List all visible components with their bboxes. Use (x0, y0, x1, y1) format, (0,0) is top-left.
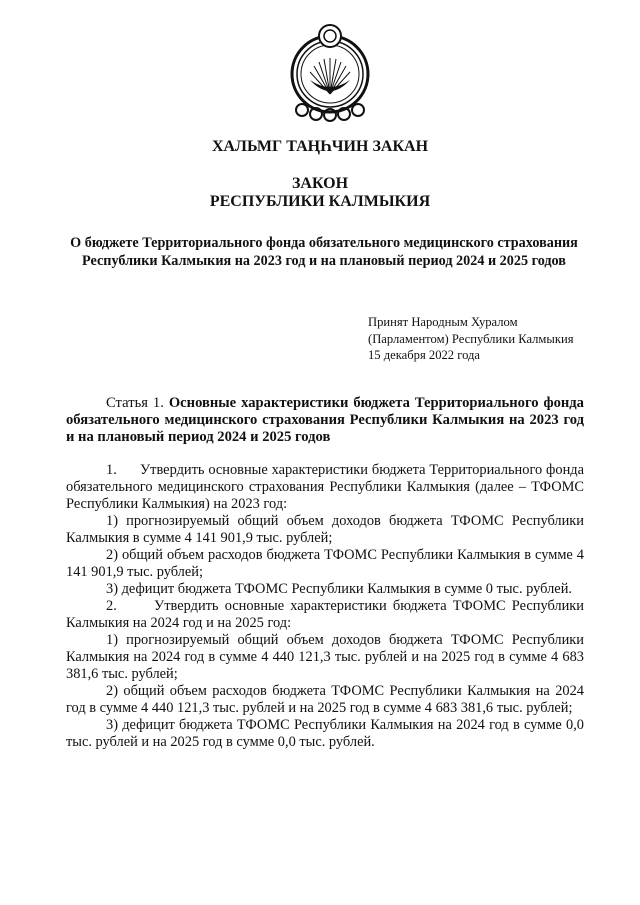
adoption-date: 15 декабря 2022 года (368, 348, 481, 362)
law-label: ЗАКОН (291, 175, 349, 192)
paragraph: 2. Утвердить основные характеристики бюджета ТФОМС Республики Калмыкия на 2024 год и на 2025 год: (66, 598, 584, 631)
adoption-line: (Парламентом) Республики Калмыкия (368, 331, 574, 346)
law-subject: О бюджете Территориального фонда обязательного медицинского страхования Республики Калмыкия на 2023 год и на плановый период 2024 и 2025 годов (70, 235, 578, 269)
paragraph: 2) общий объем расходов бюджета ТФОМС Республики Калмыкия в сумме 4 141 901,9 тыс. рублей; (66, 547, 584, 580)
paragraph: 2) общий объем расходов бюджета ТФОМС Республики Калмыкия на 2024 год в сумме 4 440 121,3 тыс. рублей и на 2025 год в сумме 4 683 381,6 тыс. рублей; (66, 683, 584, 716)
article-title: Основные характеристики бюджета Территориального фонда обязательного медицинского страхования Республики Калмыкия на 2023 год и на плановый период 2024 и 2025 годов (66, 395, 584, 445)
paragraph: 3) дефицит бюджета ТФОМС Республики Калмыкия на 2024 год в сумме 0,0 тыс. рублей и на 2025 год в сумме 0,0 тыс. рублей. (66, 717, 584, 750)
article-heading (66, 395, 584, 446)
adoption-line: Принят Народным Хуралом (368, 315, 518, 329)
coat-of-arms-emblem (284, 22, 376, 122)
article-body (66, 462, 584, 751)
article-label: Статья 1. (106, 395, 164, 411)
paragraph: 3) дефицит бюджета ТФОМС Республики Калмыкия в сумме 0 тыс. рублей. (106, 581, 572, 597)
republic-name: РЕСПУБЛИКИ КАЛМЫКИЯ (209, 193, 431, 210)
paragraph: 1. Утвердить основные характеристики бюджета Территориального фонда обязательного медицинского страхования Республики Калмыкия (далее – ТФОМС Республики Калмыкия) на 2023 год: (66, 462, 584, 512)
paragraph: 1) прогнозируемый общий объем доходов бюджета ТФОМС Республики Калмыкия на 2024 год в сумме 4 440 121,3 тыс. рублей и на 2025 год в сумме 4 683 381,6 тыс. рублей; (66, 632, 584, 682)
adoption-note (368, 314, 574, 364)
law-title (0, 175, 640, 211)
kalmyk-law-title: ХАЛЬМГ ТАҢҺЧИН ЗАКАН (211, 138, 429, 155)
paragraph: 1) прогнозируемый общий объем доходов бюджета ТФОМС Республики Калмыкия в сумме 4 141 901,9 тыс. рублей; (66, 513, 584, 546)
